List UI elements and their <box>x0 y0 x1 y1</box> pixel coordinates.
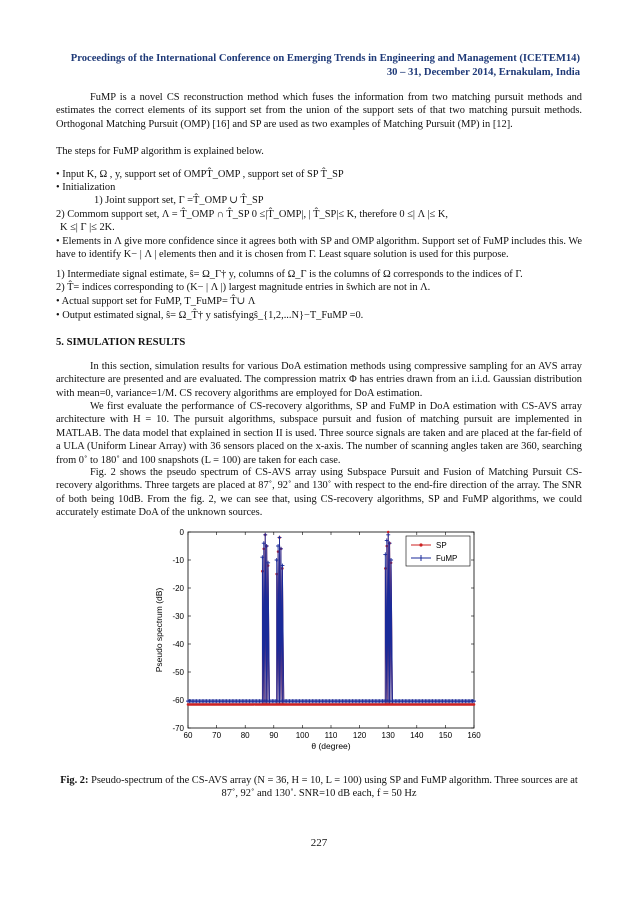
pseudo-spectrum-chart <box>150 520 486 758</box>
proceedings-header <box>71 52 580 80</box>
step-actual-support: • Actual support set for FuMP, T_FuMP= T̂∪ Λ <box>56 296 256 307</box>
y-tick-label: -20 <box>172 584 184 593</box>
step-common-support-bound: K ≤| Γ |≤ 2K. <box>60 222 115 233</box>
y-tick-label: -60 <box>172 696 184 705</box>
x-axis-label: θ (degree) <box>311 741 351 751</box>
x-tick-label: 150 <box>438 731 453 740</box>
y-tick-label: -40 <box>172 640 184 649</box>
x-tick-label: 140 <box>410 731 424 740</box>
step-elements: • Elements in Λ give more confidence since it agrees both with SP and OMP algorithm. Support set of FuMP includes this. We have to identify K− | Λ | elements then and it is chosen from Γ. Least square solution is used for this purpose. <box>56 236 582 261</box>
section-title: 5. SIMULATION RESULTS <box>56 337 186 348</box>
intro-paragraph: FuMP is a novel CS reconstruction method which fuses the information from two matching pursuit methods and estimates the correct elements of its support set from the union of the support sets of that two matching pursuit methods. Orthogonal Matching Pursuit (OMP) [16] and SP are used as two examples of Matching Pursuit (MP) in [12]. <box>56 92 582 130</box>
sp-point <box>473 703 476 706</box>
caption-text: Pseudo-spectrum of the CS-AVS array (N = 36, H = 10, L = 100) using SP and FuMP algorithm. Three sources are at 87˚, 92˚ and 130˚. SNR=10 dB each, f = 50 Hz <box>88 775 578 800</box>
legend-label-sp: SP <box>436 541 447 550</box>
page-number: 227 <box>310 837 328 849</box>
y-tick-label: -50 <box>172 668 184 677</box>
figure-caption <box>56 774 582 801</box>
header-conference-title: Proceedings of the International Conference on Emerging Trends in Engineering and Management (ICETEM14) <box>70 53 580 64</box>
x-tick-label: 120 <box>352 731 367 740</box>
header-date-location: 30 – 31, December 2014, Ernakulam, India <box>386 67 580 78</box>
x-tick-label: 100 <box>295 731 310 740</box>
x-tick-label: 130 <box>381 731 395 740</box>
legend-marker-sp <box>419 543 422 546</box>
x-tick-label: 70 <box>212 731 222 740</box>
x-tick-label: 160 <box>467 731 481 740</box>
sim-paragraph-3: Fig. 2 shows the pseudo spectrum of CS-AVS array using Subspace Pursuit and Fusion of Matching Pursuit CS-recovery algorithms. Three targets are placed at 87˚, 92˚ and 130˚ with respect to the end-fire direction of the array. The SNR of both being 10dB. From the fig. 2, we can see that, using CS-recovery algorithms, SP and FuMP algorithms, we could accurately estimate DoA of the unknown sources. <box>56 467 582 519</box>
step-t-hat: 2) T̂= indices corresponding to (K− | Λ |) largest magnitude entries in ŝwhich are not in Λ. <box>56 282 431 293</box>
step-output-signal: • Output estimated signal, ŝ= Ω_T̂† y satisfyingŝ_{1,2,...N}−T_FuMP =0. <box>56 310 364 321</box>
legend-label-fump: FuMP <box>436 554 458 563</box>
step-common-support: 2) Commom support set, Λ = T̂_OMP ∩ T̂_SP 0 ≤|T̂_OMP|, | T̂_SP|≤ K, therefore 0 ≤| Λ |≤ K, <box>56 209 448 220</box>
x-tick-label: 110 <box>324 731 338 740</box>
y-tick-label: -30 <box>172 612 184 621</box>
steps-intro: The steps for FuMP algorithm is explained below. <box>56 146 264 157</box>
y-tick-label: -70 <box>172 724 184 733</box>
step-input: • Input K, Ω , y, support set of OMPT̂_OMP , support set of SP T̂_SP <box>56 169 344 180</box>
step-initialization: • Initialization <box>56 182 116 193</box>
y-axis-label: Pseudo spectrum (dB) <box>154 587 164 673</box>
sim-paragraph-2: We first evaluate the performance of CS-recovery algorithms, SP and FuMP in DoA estimation with CS-AVS array architecture with H = 10. The pursuit algorithms, subspace pursuit and fusion of matching pursuit are implemented in MATLAB. The data model that explained in section II is used. Three source signals are taken and are placed at the far-field of a ULA (Uniform Linear Array) with 36 sensors placed on the x-axis. The number of scanning angles taken are 360, searching from 0˚ to 180˚ and 100 snapshots (L = 100) are taken for each case. <box>56 401 582 466</box>
sim-paragraph-1: In this section, simulation results for various DoA estimation methods using compressive sampling for an AVS array architecture are presented and are evaluated. The compression matrix Φ has entries drawn from an i.i.d. Gaussian distribution with mean=0, variance=1/M. CS recovery algorithms are employed for DoA estimation. <box>56 361 582 399</box>
y-tick-label: -10 <box>172 556 184 565</box>
step-joint-support: 1) Joint support set, Γ =T̂_OMP ∪ T̂_SP <box>94 195 264 206</box>
x-tick-label: 90 <box>269 731 279 740</box>
x-tick-label: 80 <box>240 731 250 740</box>
x-tick-label: 60 <box>183 731 193 740</box>
caption-label: Fig. 2: <box>60 775 89 786</box>
y-tick-label: 0 <box>179 528 184 537</box>
step-intermediate-estimate: 1) Intermediate signal estimate, ŝ= Ω_Γ† y, columns of Ω_Γ is the columns of Ω corresponds to the indices of Γ. <box>56 269 523 280</box>
